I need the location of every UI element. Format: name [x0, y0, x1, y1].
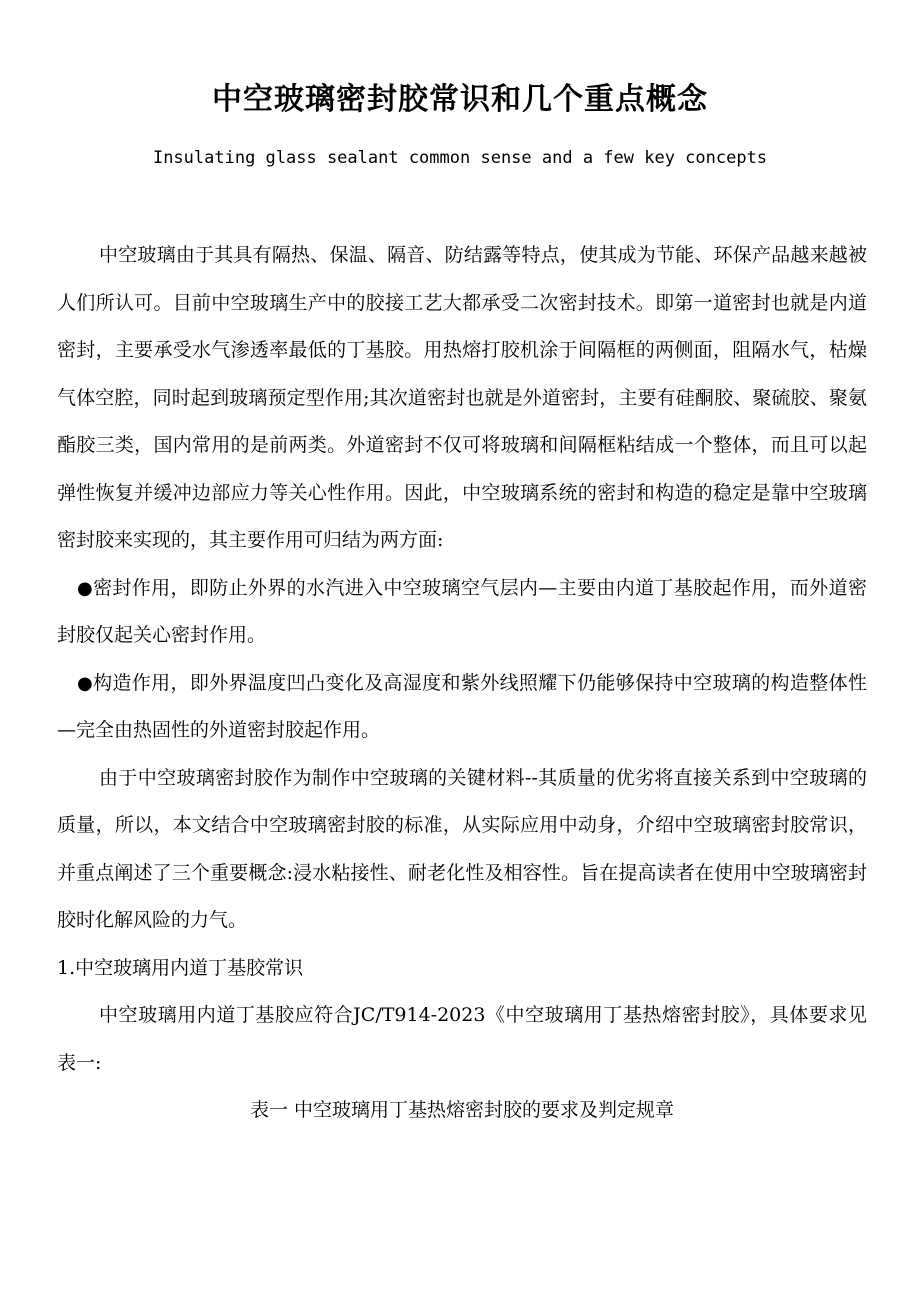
bullet-item-structure — [57, 660, 867, 755]
document-body — [57, 232, 867, 1135]
intro-paragraph: 中空玻璃由于其具有隔热、保温、隔音、防结露等特点，使其成为节能、环保产品越来越被人们所认可。目前中空玻璃生产中的胶接工艺大都承受二次密封技术。即第一道密封也就是内道密封，主要承受水气渗透率最低的丁基胶。用热熔打胶机涂于间隔框的两侧面，阻隔水气，枯燥气体空腔，同时起到玻璃预定型作用;其次道密封也就是外道密封，主要有硅酮胶、聚硫胶、聚氨酯胶三类，国内常用的是前两类。外道密封不仅可将玻璃和间隔框粘结成一个整体，而且可以起弹性恢复并缓冲边部应力等关心性作用。因此，中空玻璃系统的密封和构造的稳定是靠中空玻璃密封胶来实现的，其主要作用可归结为两方面: — [57, 244, 867, 551]
purpose-paragraph: 由于中空玻璃密封胶作为制作中空玻璃的关键材料--其质量的优劣将直接关系到中空玻璃的质量，所以，本文结合中空玻璃密封胶的标准，从实际应用中动身，介绍中空玻璃密封胶常识，并重点阐述了三个重要概念:浸水粘接性、耐老化性及相容性。旨在提高读者在使用中空玻璃密封胶时化解风险的力气。 — [57, 766, 867, 931]
page-subtitle: Insulating glass sealant common sense and a few key concepts — [152, 148, 768, 168]
page-title: 中空玻璃密封胶常识和几个重点概念 — [212, 82, 708, 117]
butyl-standard-paragraph: 中空玻璃用内道丁基胶应符合JC/T914-2023《中空玻璃用丁基热熔密封胶》，具体要求见表一: — [57, 1004, 867, 1074]
section-heading: 1.中空玻璃用内道丁基胶常识 — [57, 956, 304, 979]
bullet-text-structure: 构造作用，即外界温度凹凸变化及高湿度和紫外线照耀下仍能够保持中空玻璃的构造整体性—完全由热固性的外道密封胶起作用。 — [57, 671, 867, 741]
bullet-icon: ● — [77, 577, 94, 599]
bullet-text-sealing: 密封作用，即防止外界的水汽进入中空玻璃空气层内—主要由内道丁基胶起作用，而外道密封胶仅起关心密封作用。 — [57, 576, 867, 646]
bullet-item-sealing — [57, 565, 867, 660]
bullet-icon: ● — [77, 672, 94, 694]
table-caption: 表一 中空玻璃用丁基热熔密封胶的要求及判定规章 — [249, 1099, 675, 1121]
